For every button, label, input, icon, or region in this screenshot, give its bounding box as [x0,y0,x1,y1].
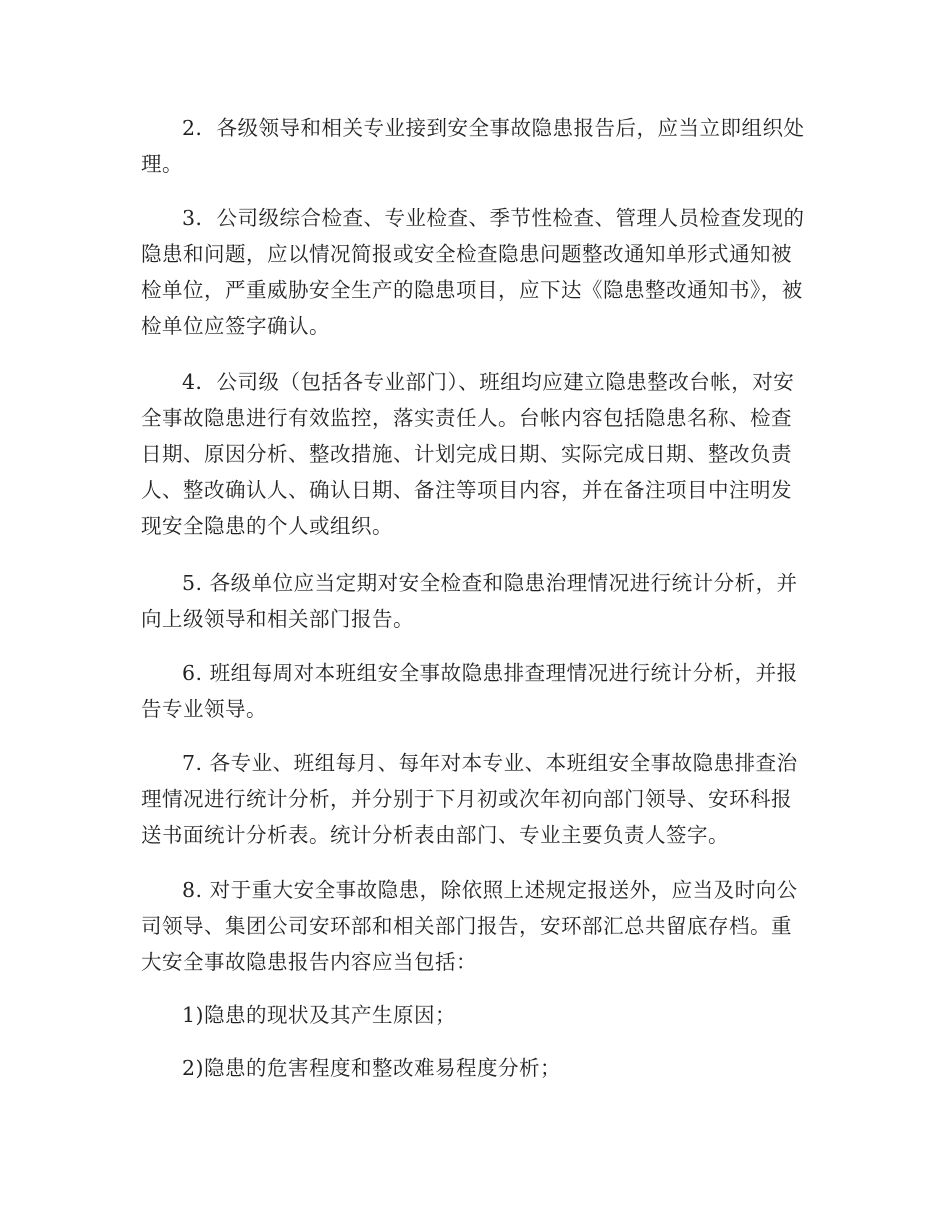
paragraph-item-6: 6. 班组每周对本班组安全事故隐患排查理情况进行统计分析，并报告专业领导。 [141,661,798,721]
paragraph-item-8: 8. 对于重大安全事故隐患，除依照上述规定报送外，应当及时向公司领导、集团公司安环部和相关部门报告，安环部汇总共留底存档。重大安全事故隐患报告内容应当包括： [141,878,798,974]
paragraph-item-7: 7. 各专业、班组每月、每年对本专业、本班组安全事故隐患排查治理情况进行统计分析，并分别于下月初或次年初向部门领导、安环科报送书面统计分析表。统计分析表由部门、专业主要负责人签字。 [141,751,798,847]
paragraph-item-3: 3．公司级综合检查、专业检查、季节性检查、管理人员检查发现的隐患和问题，应以情况简报或安全检查隐患问题整改通知单形式通知被检单位，严重威胁安全生产的隐患项目，应下达《隐患整改通知书》，被检单位应签字确认。 [141,206,805,338]
sub-item-1: 1)隐患的现状及其产生原因； [182,1003,457,1027]
paragraph-item-2: 2．各级领导和相关专业接到安全事故隐患报告后，应当立即组织处理。 [141,116,805,176]
paragraph-item-4: 4．公司级（包括各专业部门）、班组均应建立隐患整改台帐，对安全事故隐患进行有效监控，落实责任人。台帐内容包括隐患名称、检查日期、原因分析、整改措施、计划完成日期、实际完成日期、整改负责人、整改确认人、确认日期、备注等项目内容，并在备注项目中注明发现安全隐患的个人或组织。 [141,370,795,538]
sub-item-2: 2)隐患的危害程度和整改难易程度分析； [182,1056,562,1080]
paragraph-item-5: 5. 各级单位应当定期对安全检查和隐患治理情况进行统计分析，并向上级领导和相关部门报告。 [141,571,798,631]
